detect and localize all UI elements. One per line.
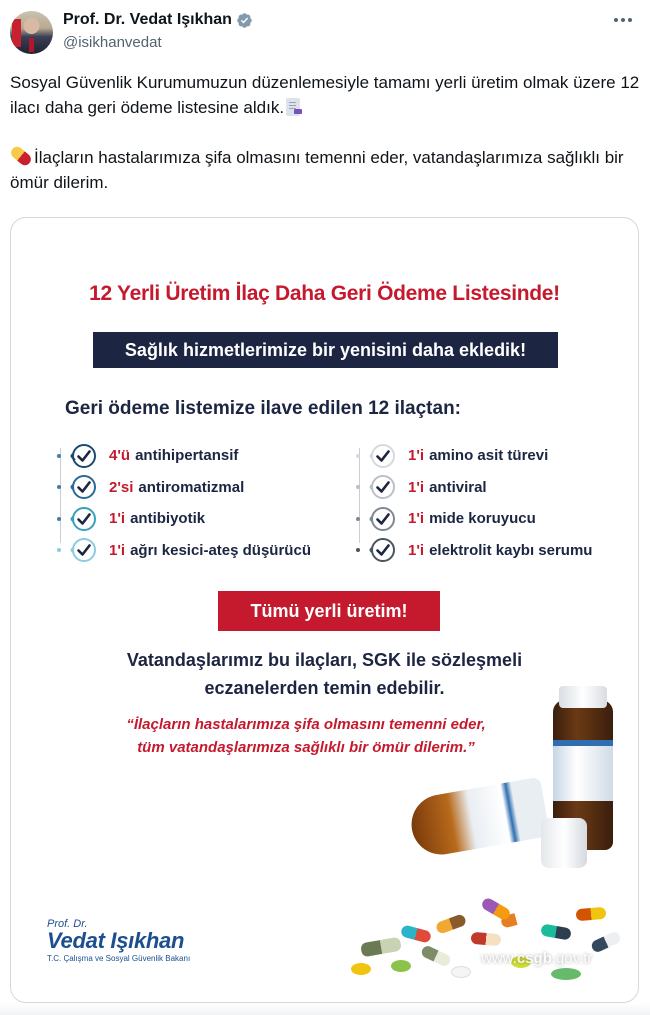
list-item: 1'i amino asit türevi — [356, 440, 592, 472]
list-item: 1'i elektrolit kaybı serumu — [356, 535, 592, 567]
local-production-badge: Tümü yerli üretim! — [218, 591, 440, 631]
list-item: 1'i antiviral — [356, 472, 592, 504]
verified-badge-icon — [236, 12, 253, 29]
drug-list-right — [356, 440, 592, 566]
infographic-subtitle: Geri ödeme listemize ilave edilen 12 ilaçtan: — [65, 398, 462, 419]
flag-icon — [12, 19, 21, 47]
tie-icon — [29, 38, 34, 52]
medicine-bottles-photo — [331, 688, 639, 1003]
author-name-row — [63, 11, 253, 29]
list-item: 1'i mide koruyucu — [356, 503, 592, 535]
minister-quote: “İlaçların hastalarımıza şifa olmasını temenni eder, tüm vatandaşlarımıza sağlıklı bir ömür dilerim.” — [126, 716, 486, 756]
list-item: 4'ü antihipertansif — [57, 440, 311, 472]
tweet-paragraph-1: Sosyal Güvenlik Kurumumuzun düzenlemesiyle tamamı yerli üretim olmak üzere 12 ilacı daha geri ödeme listesine aldık. — [10, 73, 640, 117]
website-watermark: www.csgb.gov.tr — [481, 950, 593, 967]
check-circle-icon — [366, 505, 396, 533]
author-handle[interactable]: @isikhanvedat — [63, 34, 162, 51]
bottom-edge — [0, 1003, 650, 1015]
tweet-media-image[interactable] — [10, 217, 639, 1003]
check-circle-icon — [366, 442, 396, 470]
infographic — [11, 218, 638, 1002]
list-item: 1'i antibiyotik — [57, 503, 311, 535]
tweet-header — [10, 8, 640, 58]
check-circle-icon — [366, 473, 396, 501]
check-circle-icon — [366, 536, 396, 564]
more-dots-icon — [614, 18, 618, 22]
check-circle-icon — [67, 442, 97, 470]
pill-emoji-icon — [9, 144, 34, 167]
info-text: Vatandaşlarımız bu ilaçları, SGK ile sözleşmeli eczanelerden temin edebilir. — [126, 650, 523, 698]
minister-signature-logo: Prof. Dr. Vedat Işıkhan T.C. Çalışma ve Sosyal Güvenlik Bakanı — [47, 918, 191, 963]
list-item: 2'si antiromatizmal — [57, 472, 311, 504]
drug-list-left — [57, 440, 311, 566]
tweet-paragraph-2: İlaçların hastalarımıza şifa olmasını temenni eder, vatandaşlarımıza sağlıklı bir ömür dilerim. — [10, 145, 640, 195]
tipped-bottle-icon — [407, 777, 550, 860]
list-item: 1'i ağrı kesici-ateş düşürücü — [57, 535, 311, 567]
more-options-button[interactable] — [610, 14, 636, 26]
infographic-banner: Sağlık hizmetlerimize bir yenisini daha ekledik! — [93, 332, 558, 368]
bottle-cap-icon — [541, 818, 587, 868]
author-display-name[interactable]: Prof. Dr. Vedat Işıkhan — [63, 11, 232, 28]
check-circle-icon — [67, 473, 97, 501]
check-circle-icon — [67, 505, 97, 533]
avatar[interactable] — [10, 11, 53, 54]
bookmark-tabs-emoji-icon — [286, 98, 300, 116]
tweet-text — [10, 70, 640, 220]
infographic-title: 12 Yerli Üretim İlaç Daha Geri Ödeme Listesinde! — [89, 282, 560, 305]
check-circle-icon — [67, 536, 97, 564]
